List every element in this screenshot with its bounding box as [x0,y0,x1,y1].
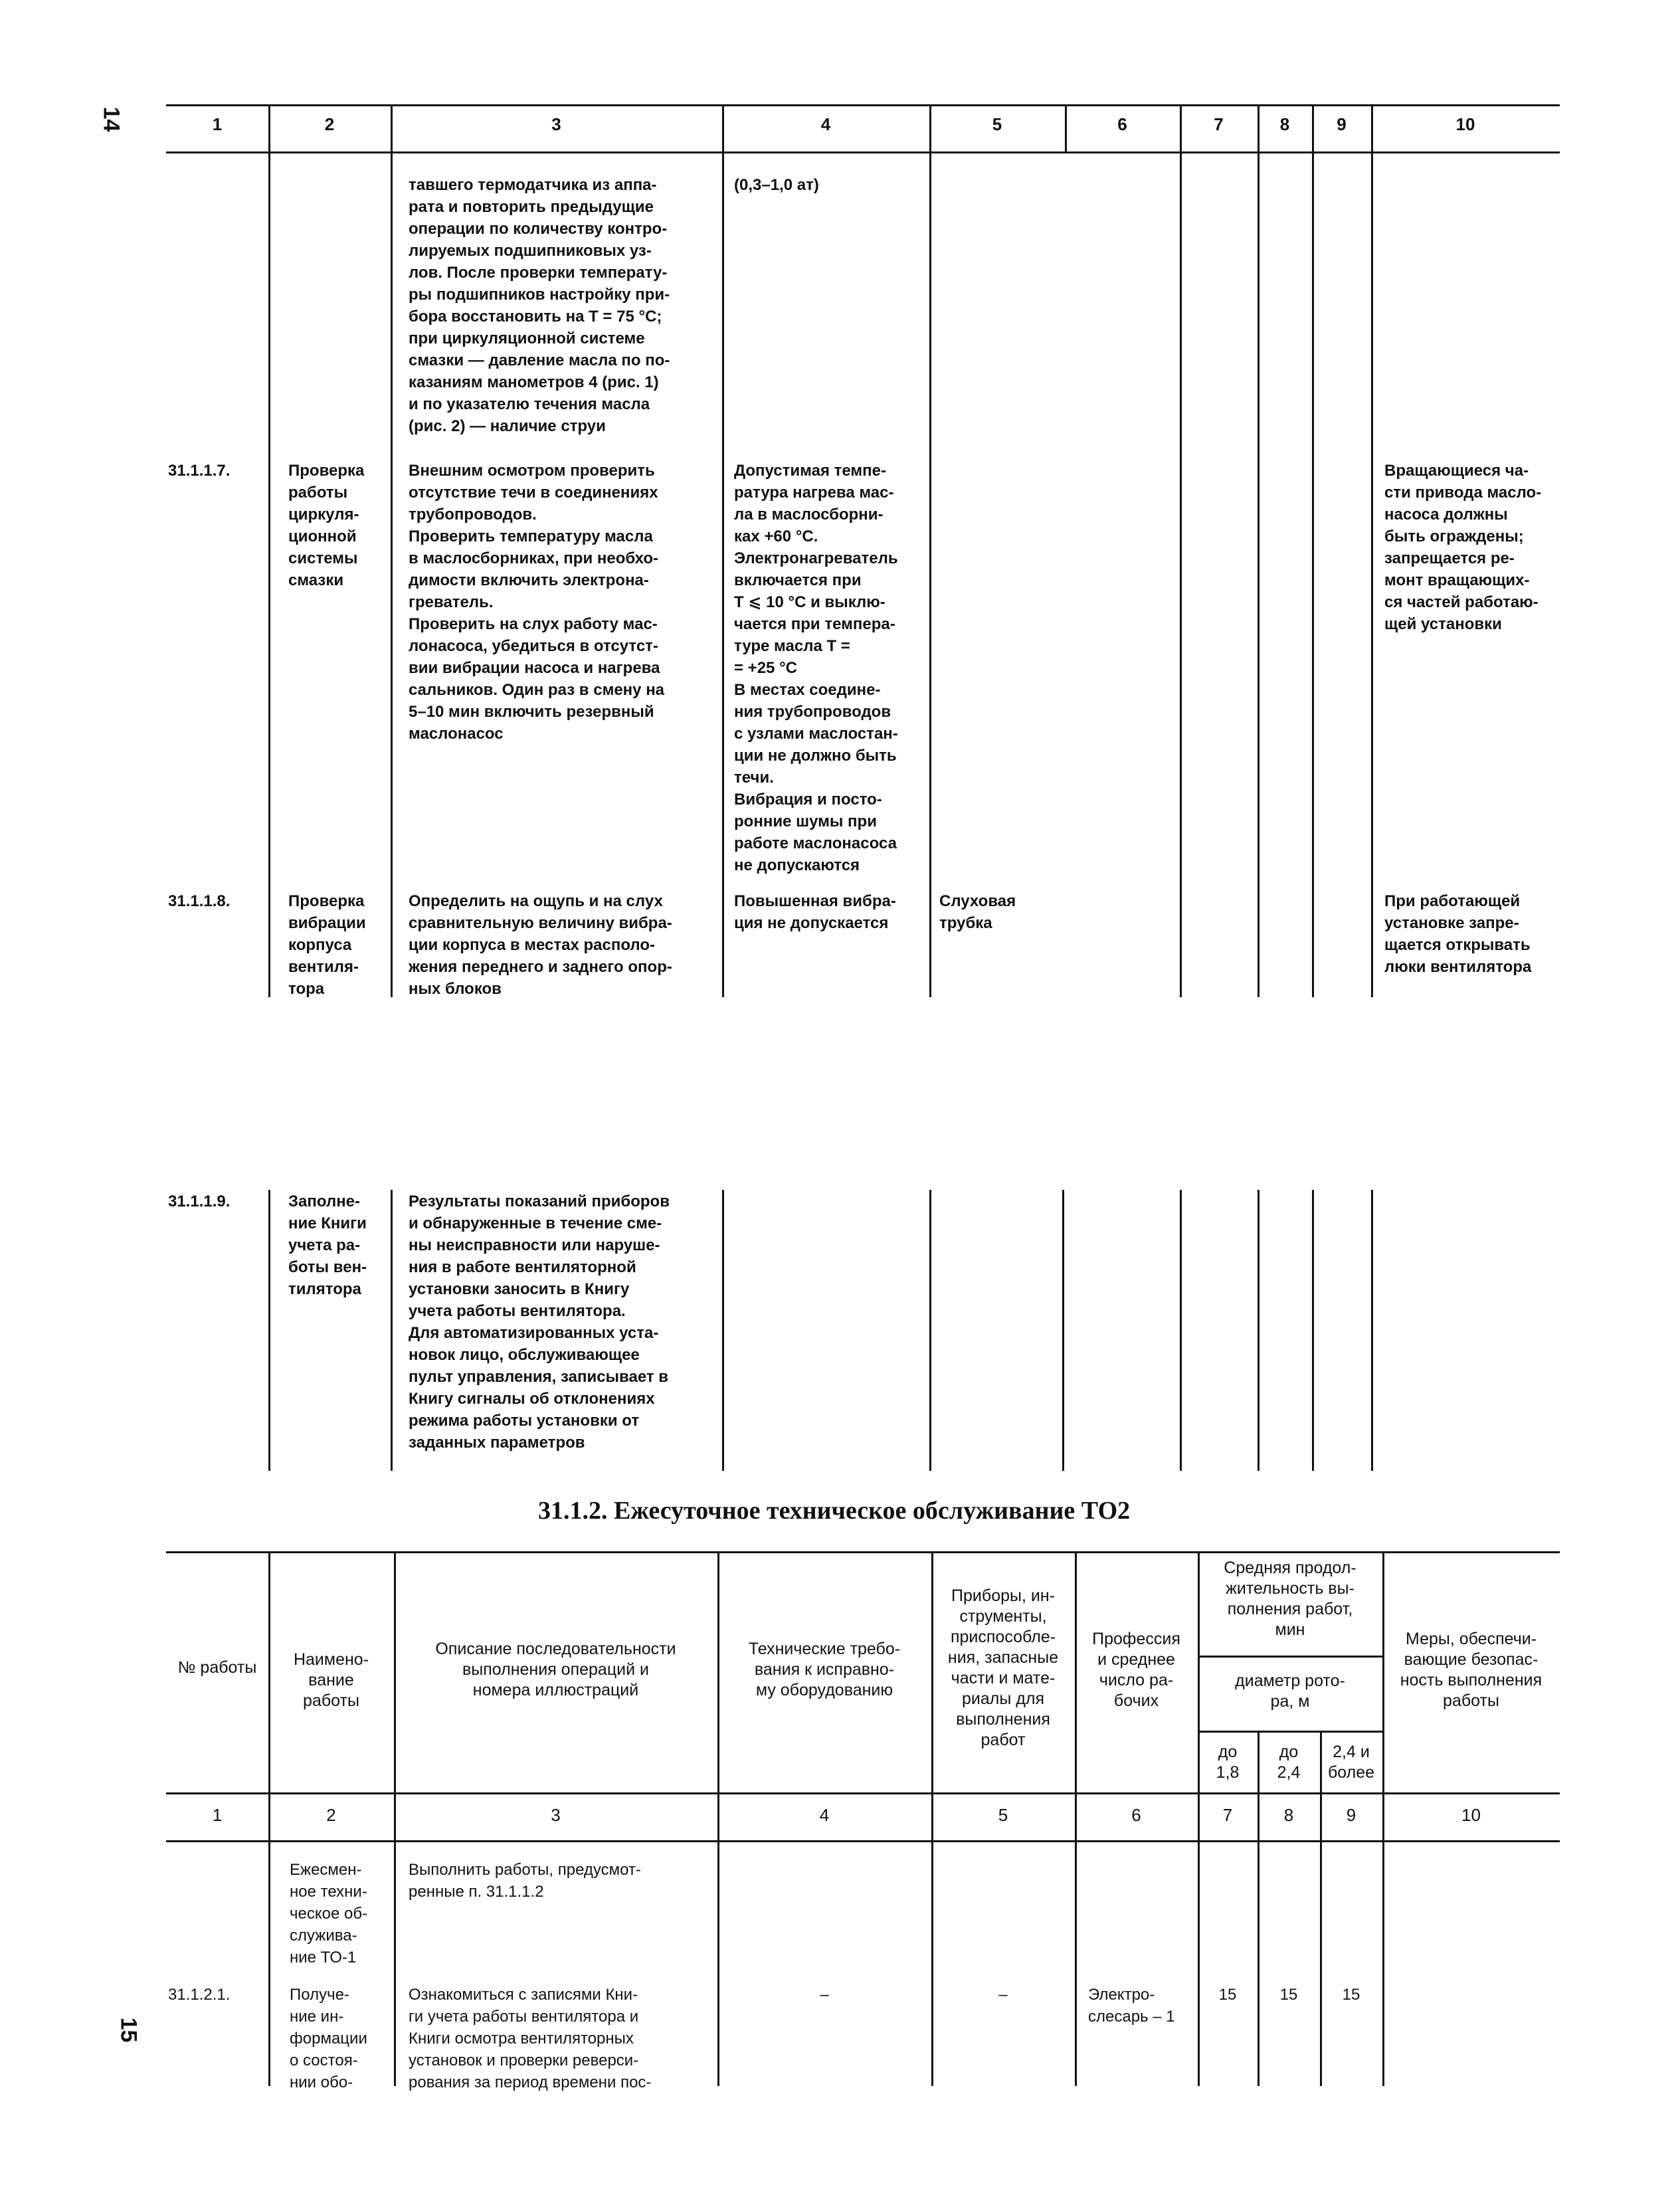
col-separator [1198,1840,1200,2086]
column-number: 4 [820,114,831,134]
table2-top-rule [166,1551,1560,1553]
column-number: 9 [1346,1805,1356,1825]
col-separator [268,1190,270,1471]
diameter-rule [1198,1731,1382,1733]
header-diam-2-4: до 2,4 [1277,1743,1301,1782]
t1-row2-description: Определить на ощупь и на слух сравнительную величину вибра- ции корпуса в местах располо- жения переднего и заднего опор- ных блоков [409,892,672,998]
t2-row1-name: Получе- ние ин- формации о состоя- нии обо- [290,1986,367,2091]
col-separator [1312,151,1314,997]
column-number: 4 [819,1805,830,1825]
header-safety: Меры, обеспечи- вающие безопас- ность выполнения работы [1400,1630,1542,1710]
col-separator [931,1840,933,2086]
col-separator [929,151,931,997]
t1-row2-tools: Слуховая трубка [939,892,1016,932]
col-separator [1371,151,1373,997]
t1-row2-name: Проверка вибрации корпуса вентиля- тора [288,892,366,998]
header-description: Описание последовательности выполнения операций и номера иллюстраций [435,1640,676,1699]
col-separator [394,1840,396,2086]
col-separator [929,1190,931,1471]
t1-row3-number: 31.1.1.9. [168,1193,231,1210]
t1-row3-description: Результаты показаний приборов и обнаруженные в течение сме- ны неисправности или наруше- ния в работе вентиляторной установки заносить в Книгу учета работы вентилятора. Для автоматизированных уста- новок лицо, обслуживающее пульт управления, записывает в Книгу сигналы об отклонениях режима работы установки от заданных параметров [409,1193,670,1452]
table1-top-rule [166,104,1560,106]
header-tools: Приборы, ин- струменты, приспособле- ния, запасные части и мате- риалы для выполнения работ [947,1586,1059,1749]
column-number: 6 [1131,1805,1141,1825]
table1-header-rule [166,151,1560,153]
t2-row1-description: Ознакомиться с записями Кни- ги учета работы вентилятора и Книги осмотра вентиляторных установок и проверки реверси- рования за период времени пос- [409,1986,652,2091]
t1-row1-name: Проверка работы циркуля- ционной системы смазки [288,462,365,589]
col-separator [268,151,270,997]
col-separator [1320,1840,1322,2086]
col-separator [1258,151,1260,997]
col-separator [268,1840,270,2086]
col-separator [1312,1190,1314,1471]
t1-row3-name: Заполне- ние Книги учета ра- боты вен- тилятора [288,1193,367,1298]
t2-row1-time-2-4: 15 [1279,1986,1298,2004]
t1-row1-number: 31.1.1.7. [168,462,231,480]
t2-row0-name: Ежесмен- ное техни- ческое об- служива- ние ТО-1 [290,1861,368,1966]
col-separator [391,1190,393,1471]
t2-row1-time-more: 15 [1342,1986,1360,2004]
column-number: 2 [326,1805,336,1825]
column-number: 8 [1279,114,1290,134]
t1-row2-requirements: Повышенная вибра- ция не допускается [734,892,896,932]
t1-row2-safety: При работающей установке запре- щается открывать люки вентилятора [1384,892,1532,976]
section-title: 31.1.2. Ежесуточное техническое обслуживание ТО2 [538,1497,1131,1525]
t2-row1-requirements: – [820,1986,829,2004]
column-number: 2 [324,114,335,134]
header-profession: Профессия и среднее число ра- бочих [1092,1630,1180,1710]
duration-group-rule [1198,1656,1382,1658]
column-number: 3 [551,1805,561,1825]
column-number: 1 [212,1805,223,1825]
t2-row1-number: 31.1.2.1. [168,1986,231,2004]
column-number: 10 [1455,114,1475,134]
column-number: 7 [1214,114,1224,134]
col-separator [1258,1840,1260,2086]
page-number-bottom: 15 [116,2017,141,2043]
header-work-number: № работы [177,1658,257,1677]
col-separator [391,151,393,997]
col-separator [1062,1190,1064,1471]
t1-row1-description: Внешним осмотром проверить отсутствие течи в соединениях трубопроводов. Проверить температуру масла в маслосборниках, при необхо- димости включить электрона- греватель. Проверить на слух работу мас- лонасоса, убедиться в отсутст- вии вибрации насоса и нагрева сальников. Один раз в смену на 5–10 мин включить резервный маслонасос [409,462,665,743]
header-rotor-diameter: диаметр рото- ра, м [1235,1672,1345,1711]
column-number: 5 [998,1805,1008,1825]
t1-row2-number: 31.1.1.8. [168,892,231,910]
t1-row0-requirements: (0,3–1,0 ат) [734,176,819,194]
t2-row1-time-1-8: 15 [1218,1986,1237,2004]
table2-header-rule [166,1792,1560,1794]
col-separator [1180,151,1182,997]
col-separator [722,151,724,997]
page-number-top: 14 [98,106,124,132]
column-number: 5 [992,114,1002,134]
col-separator [1075,1840,1077,2086]
header-diam-1-8: до 1,8 [1216,1743,1240,1782]
header-diam-more: 2,4 и более [1327,1743,1375,1782]
header-requirements: Технические требо- вания к исправно- му оборудованию [748,1640,901,1699]
column-number: 1 [212,114,223,134]
t2-row1-profession: Электро- слесарь – 1 [1088,1986,1175,2026]
column-number: 10 [1461,1805,1481,1825]
table2-colnum-rule [166,1840,1560,1842]
column-number: 7 [1222,1805,1233,1825]
column-number: 8 [1283,1805,1294,1825]
t2-row1-tools: – [998,1986,1008,2004]
col-separator [722,1190,724,1471]
col-separator [717,1840,719,2086]
t1-row1-requirements: Допустимая темпе- ратура нагрева мас- ла в маслосборни- ках +60 °С. Электронагреватель включается при Т ⩽ 10 °С и выклю- чается при темпера- туре масла Т = = +25 °С В местах соедине- ния трубопроводов с узлами маслостан- ции не должно быть течи. Вибрация и посто- ронние шумы при работе маслонасоса не допускаются [734,462,898,874]
t1-row1-safety: Вращающиеся ча- сти привода масло- насоса должны быть ограждены; запрещается ре- монт вращающих- ся частей работаю- щей установки [1384,462,1542,633]
col-separator [1258,1190,1260,1471]
t1-row0-description: тавшего термодатчика из аппа- рата и повторить предыдущие операции по количеству контро- лируемых подшипниковых уз- лов. После проверки температу- ры подшипников настройку при- бора восстановить на Т = 75 °С; при циркуляционной системе смазки — давление масла по по- казаниям манометров 4 (рис. 1) и по указателю течения масла (рис. 2) — наличие струи [409,176,670,435]
col-separator [1382,1840,1384,2086]
t2-row0-description: Выполнить работы, предусмот- ренные п. 31.1.1.2 [409,1861,641,1901]
column-number: 6 [1117,114,1127,134]
col-separator [1180,1190,1182,1471]
header-work-name: Наимено- вание работы [293,1650,369,1710]
header-duration: Средняя продол- жительность вы- полнения работ, мин [1224,1559,1356,1639]
column-number: 3 [551,114,561,134]
column-number: 9 [1337,114,1347,134]
col-separator [1371,1190,1373,1471]
